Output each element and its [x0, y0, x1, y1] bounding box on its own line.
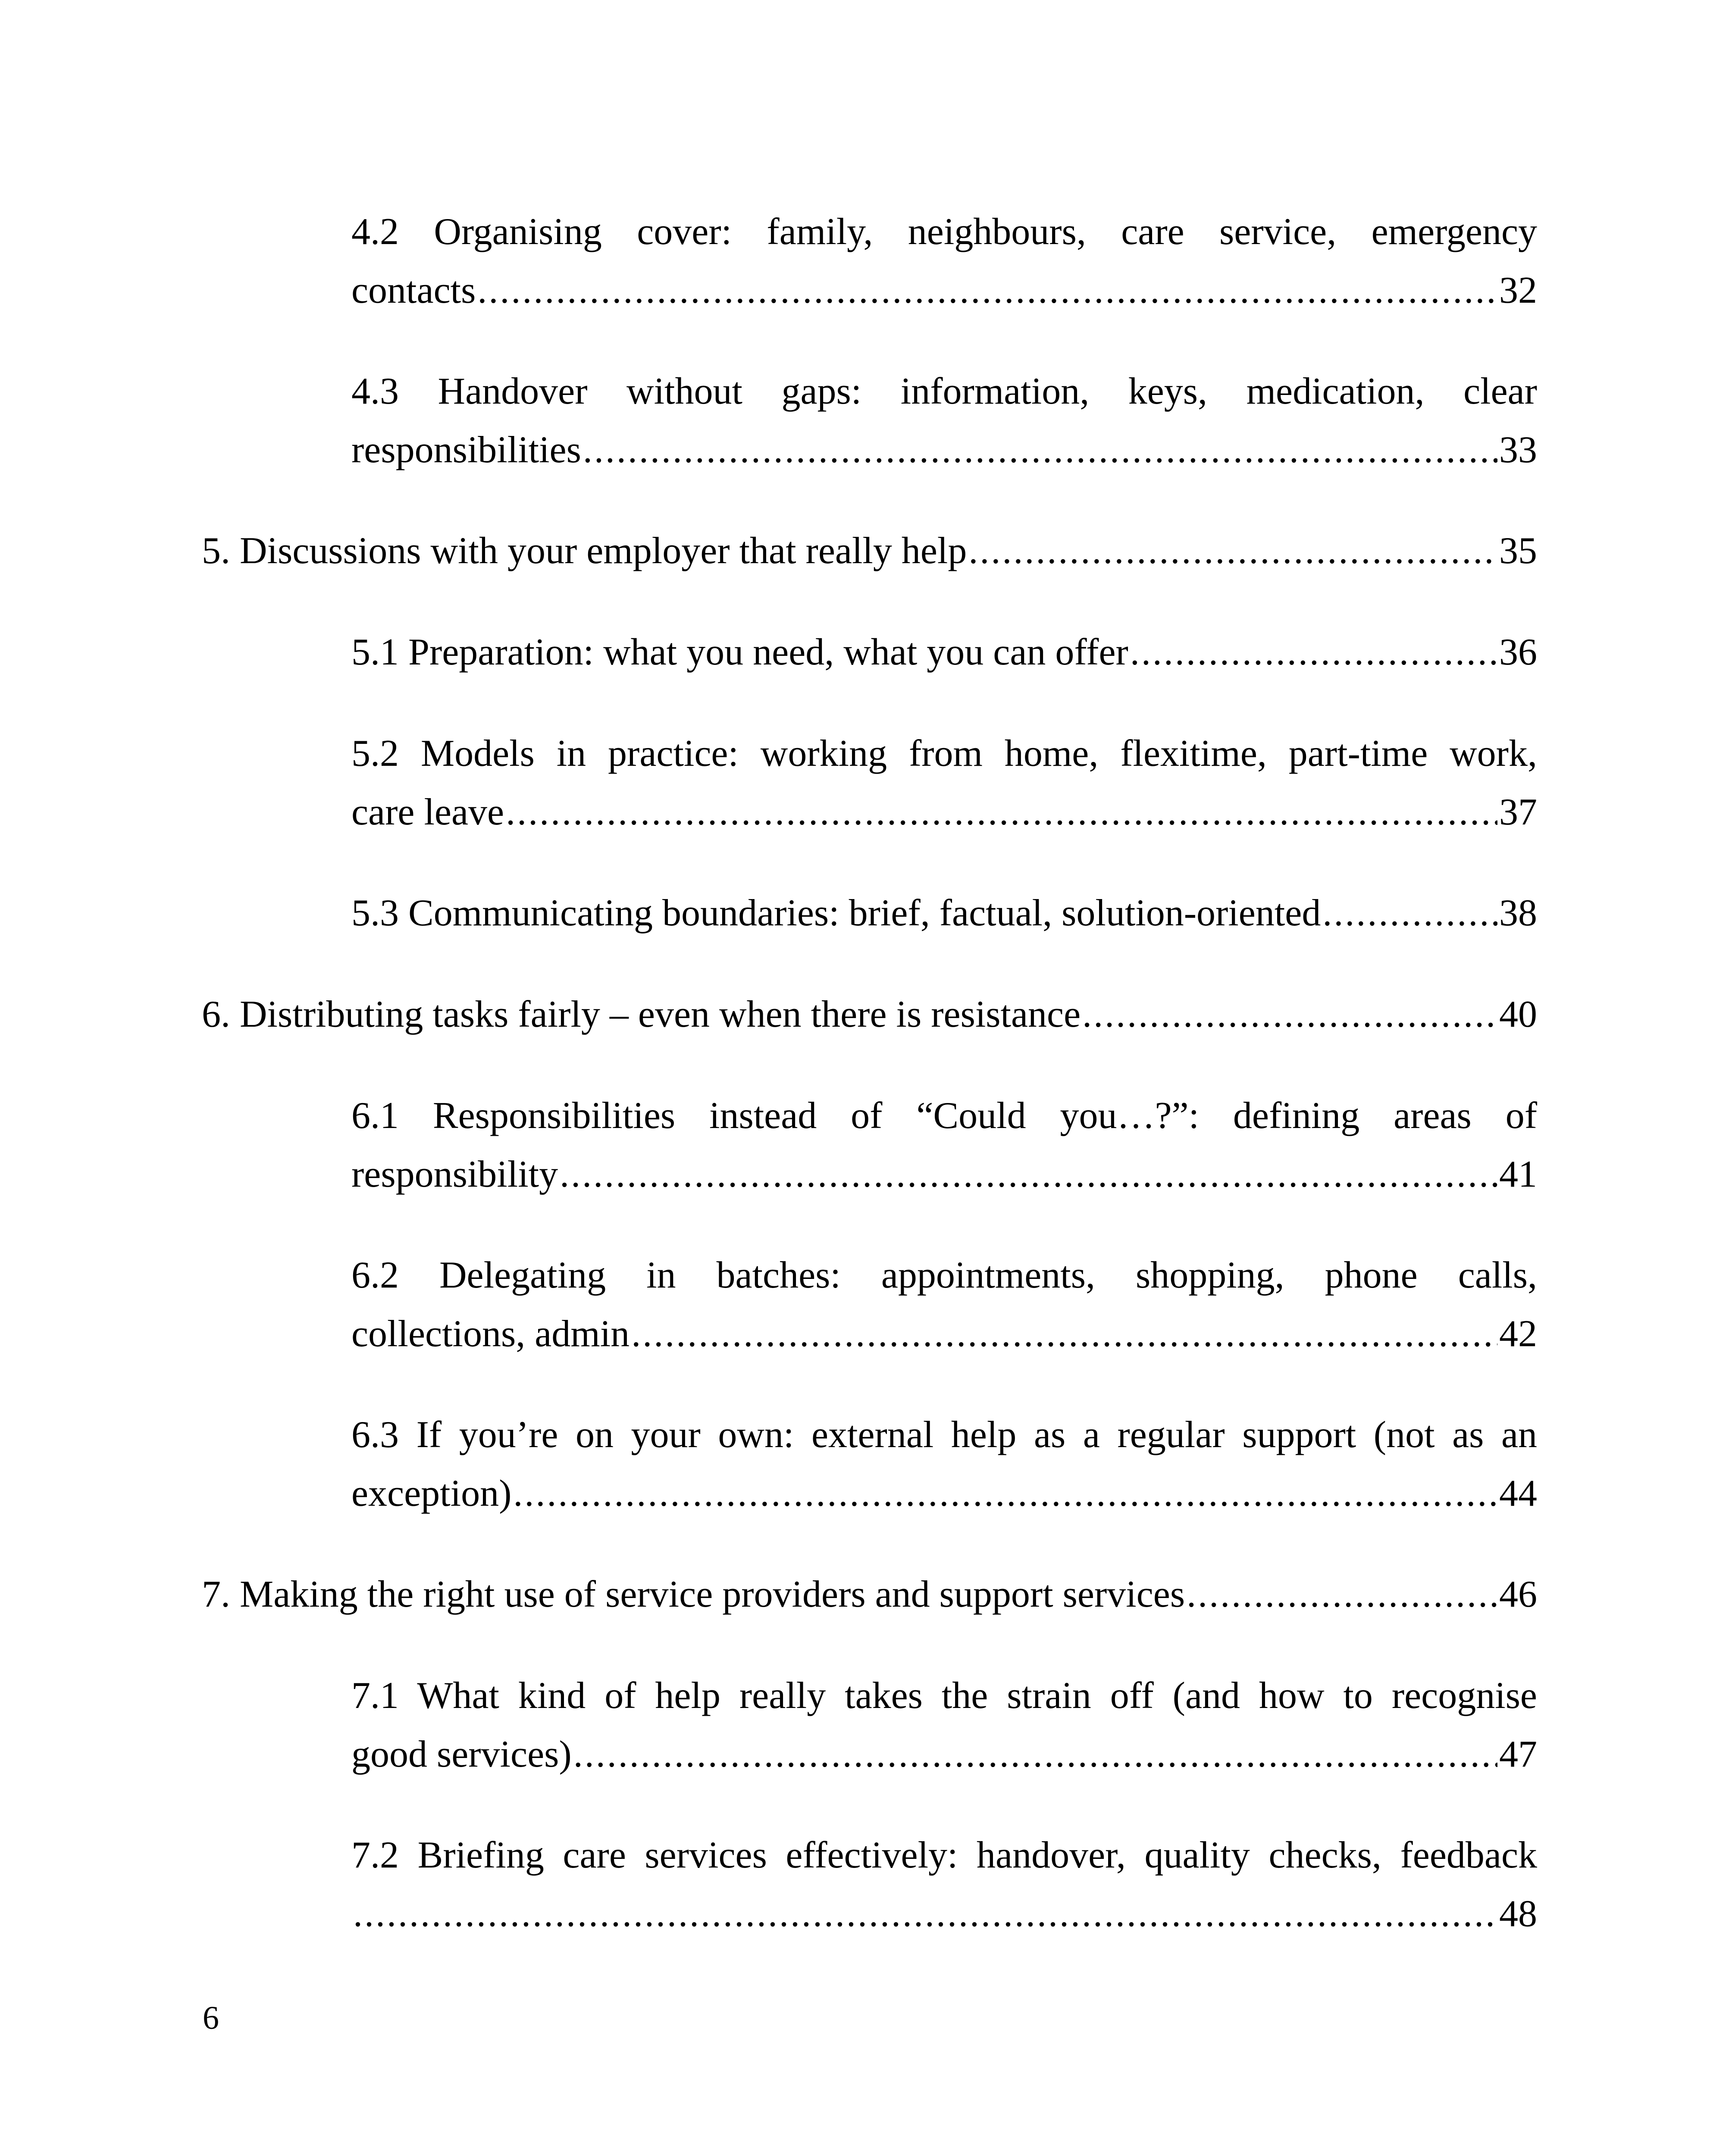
toc-entry-7-2[interactable] [351, 1826, 1537, 1943]
dot-leader [583, 421, 1497, 479]
toc-entry-page-number: 33 [1499, 429, 1537, 471]
toc-entry-5-2[interactable] [351, 724, 1537, 842]
toc-entry-5-3[interactable] [351, 884, 1537, 943]
toc-entry-page-number: 35 [1499, 530, 1537, 572]
toc-entry-page-number: 37 [1499, 791, 1537, 833]
page-number: 6 [203, 2000, 219, 2036]
toc-entry-page-number: 32 [1499, 270, 1537, 311]
toc-entry-5[interactable] [202, 522, 1537, 580]
toc-entry-7[interactable] [202, 1565, 1537, 1624]
toc-entry-title: 7. Making the right use of service providers and support services [202, 1573, 1185, 1615]
toc-entry-title: 5.3 Communicating boundaries: brief, factual, solution-oriented [351, 892, 1321, 934]
toc-entry-title-line: 6.2 Delegating in batches: appointments, shopping, phone calls, [351, 1254, 1537, 1296]
toc-entry-title-continuation: collections, admin [351, 1313, 630, 1355]
toc-entry-title-continuation: responsibility [351, 1153, 558, 1195]
dot-leader [968, 522, 1497, 580]
toc-entry-title-line: 4.2 Organising cover: family, neighbours, care service, emergency [351, 211, 1537, 253]
toc-entry-7-1[interactable] [351, 1667, 1537, 1784]
toc-entry-6-1[interactable] [351, 1087, 1537, 1204]
toc-entry-title-line: 7.2 Briefing care services effectively: handover, quality checks, feedback [351, 1834, 1537, 1876]
toc-entry-page-number: 46 [1499, 1573, 1537, 1615]
toc-entry-title: 6. Distributing tasks fairly – even when there is resistance [202, 993, 1081, 1035]
toc-entry-4-3[interactable] [351, 362, 1537, 479]
toc-entry-title-continuation: responsibilities [351, 429, 581, 471]
dot-leader [1130, 623, 1497, 682]
toc-entry-page-number: 40 [1499, 993, 1537, 1035]
dot-leader [477, 261, 1497, 320]
toc-entry-page-number: 38 [1499, 892, 1537, 934]
dot-leader [631, 1305, 1497, 1363]
toc-entry-title: 5. Discussions with your employer that really help [202, 530, 967, 572]
toc-entry-title-continuation: care leave [351, 791, 504, 833]
toc-entry-title-continuation: good services) [351, 1733, 572, 1775]
dot-leader [1322, 884, 1497, 943]
toc-entry-4-2[interactable] [351, 203, 1537, 320]
toc-entry-page-number: 36 [1499, 631, 1537, 673]
dot-leader [1187, 1565, 1497, 1624]
toc-entry-page-number: 48 [1499, 1893, 1537, 1935]
toc-entry-6-3[interactable] [351, 1406, 1537, 1523]
dot-leader [560, 1145, 1497, 1204]
toc-entry-title-line: 4.3 Handover without gaps: information, keys, medication, clear [351, 370, 1537, 412]
toc-entry-title-line: 6.1 Responsibilities instead of “Could you…?”: defining areas of [351, 1095, 1537, 1137]
toc-entry-page-number: 47 [1499, 1733, 1537, 1775]
dot-leader [513, 1464, 1497, 1523]
toc-entry-page-number: 41 [1499, 1153, 1537, 1195]
toc-entry-page-number: 42 [1499, 1313, 1537, 1355]
toc-entry-title-continuation: contacts [351, 270, 476, 311]
toc-entry-title: 5.1 Preparation: what you need, what you can offer [351, 631, 1128, 673]
toc-entry-title-line: 6.3 If you’re on your own: external help as a regular support (not as an [351, 1414, 1537, 1456]
toc-entry-6-2[interactable] [351, 1246, 1537, 1363]
dot-leader [353, 1885, 1497, 1943]
toc-entry-title-line: 5.2 Models in practice: working from home, flexitime, part-time work, [351, 733, 1537, 774]
dot-leader [573, 1725, 1497, 1784]
toc-entry-6[interactable] [202, 985, 1537, 1044]
dot-leader [506, 783, 1497, 842]
toc-entry-title-line: 7.1 What kind of help really takes the strain off (and how to recognise [351, 1675, 1537, 1717]
toc-entry-5-1[interactable] [351, 623, 1537, 682]
dot-leader [1082, 985, 1497, 1044]
toc-entry-page-number: 44 [1499, 1473, 1537, 1514]
toc-entry-title-continuation: exception) [351, 1473, 512, 1514]
